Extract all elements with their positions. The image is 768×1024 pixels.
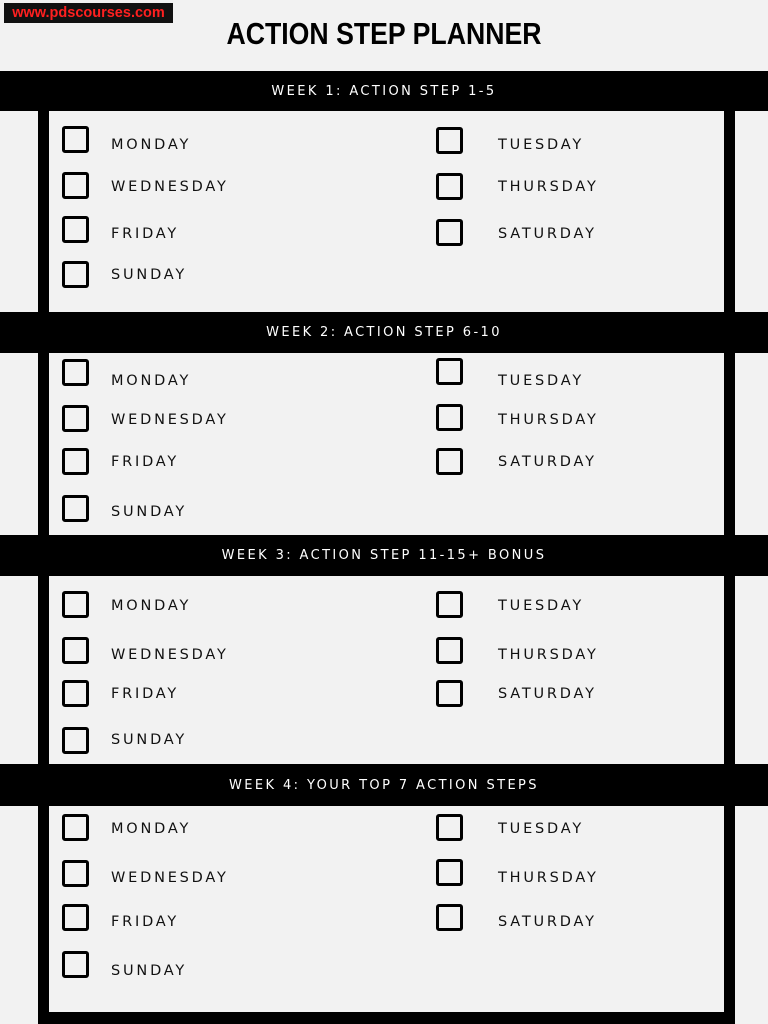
week-3-friday-label: FRIDAY (111, 686, 180, 702)
week-2-monday-checkbox[interactable] (62, 359, 89, 386)
week-1-tuesday-checkbox[interactable] (436, 127, 463, 154)
week-2-thursday-label: THURSDAY (498, 412, 599, 428)
week-4-saturday-checkbox[interactable] (436, 904, 463, 931)
week-1-thursday-label: THURSDAY (498, 179, 599, 195)
week-2-tuesday-label: TUESDAY (498, 373, 584, 389)
week-3-tuesday-checkbox[interactable] (436, 591, 463, 618)
week-2-wednesday-label: WEDNESDAY (111, 412, 229, 428)
week-3-saturday-label: SATURDAY (498, 686, 597, 702)
week-1-heading: WEEK 1: ACTION STEP 1-5 (0, 71, 768, 111)
week-4-monday-label: MONDAY (111, 821, 192, 837)
week-3-monday-label: MONDAY (111, 598, 192, 614)
week-3-monday-checkbox[interactable] (62, 591, 89, 618)
week-4-thursday-checkbox[interactable] (436, 859, 463, 886)
week-3-friday-checkbox[interactable] (62, 680, 89, 707)
page-title: ACTION STEP PLANNER (226, 16, 542, 51)
week-1-wednesday-label: WEDNESDAY (111, 179, 229, 195)
week-1-saturday-label: SATURDAY (498, 226, 597, 242)
week-3-saturday-checkbox[interactable] (436, 680, 463, 707)
week-3-sunday-label: SUNDAY (111, 732, 188, 748)
week-1-saturday-checkbox[interactable] (436, 219, 463, 246)
week-4-wednesday-label: WEDNESDAY (111, 870, 229, 886)
week-4-monday-checkbox[interactable] (62, 814, 89, 841)
week-1-sunday-label: SUNDAY (111, 267, 188, 283)
week-2-saturday-checkbox[interactable] (436, 448, 463, 475)
week-3-heading: WEEK 3: ACTION STEP 11-15+ BONUS (0, 535, 768, 576)
week-1-sunday-checkbox[interactable] (62, 261, 89, 288)
week-1-wednesday-checkbox[interactable] (62, 172, 89, 199)
week-2-sunday-label: SUNDAY (111, 504, 188, 520)
week-1-monday-checkbox[interactable] (62, 126, 89, 153)
week-3-thursday-checkbox[interactable] (436, 637, 463, 664)
week-3-wednesday-checkbox[interactable] (62, 637, 89, 664)
week-3-thursday-label: THURSDAY (498, 647, 599, 663)
site-watermark: www.pdscourses.com (4, 3, 173, 23)
week-3-tuesday-label: TUESDAY (498, 598, 584, 614)
week-2-saturday-label: SATURDAY (498, 454, 597, 470)
week-1-tuesday-label: TUESDAY (498, 137, 584, 153)
week-2-thursday-checkbox[interactable] (436, 404, 463, 431)
week-4-friday-label: FRIDAY (111, 914, 180, 930)
week-1-thursday-checkbox[interactable] (436, 173, 463, 200)
week-1-monday-label: MONDAY (111, 137, 192, 153)
week-1-friday-label: FRIDAY (111, 226, 180, 242)
week-2-friday-label: FRIDAY (111, 454, 180, 470)
week-4-wednesday-checkbox[interactable] (62, 860, 89, 887)
week-4-tuesday-checkbox[interactable] (436, 814, 463, 841)
week-4-thursday-label: THURSDAY (498, 870, 599, 886)
planner-frame-bottom (38, 1012, 735, 1024)
week-2-wednesday-checkbox[interactable] (62, 405, 89, 432)
week-1-friday-checkbox[interactable] (62, 216, 89, 243)
week-4-tuesday-label: TUESDAY (498, 821, 584, 837)
week-4-friday-checkbox[interactable] (62, 904, 89, 931)
week-2-tuesday-checkbox[interactable] (436, 358, 463, 385)
week-4-sunday-checkbox[interactable] (62, 951, 89, 978)
week-4-heading: WEEK 4: YOUR TOP 7 ACTION STEPS (0, 764, 768, 806)
week-3-wednesday-label: WEDNESDAY (111, 647, 229, 663)
week-2-sunday-checkbox[interactable] (62, 495, 89, 522)
week-2-heading: WEEK 2: ACTION STEP 6-10 (0, 312, 768, 353)
week-2-friday-checkbox[interactable] (62, 448, 89, 475)
week-4-saturday-label: SATURDAY (498, 914, 597, 930)
week-4-sunday-label: SUNDAY (111, 963, 188, 979)
week-2-monday-label: MONDAY (111, 373, 192, 389)
week-3-sunday-checkbox[interactable] (62, 727, 89, 754)
